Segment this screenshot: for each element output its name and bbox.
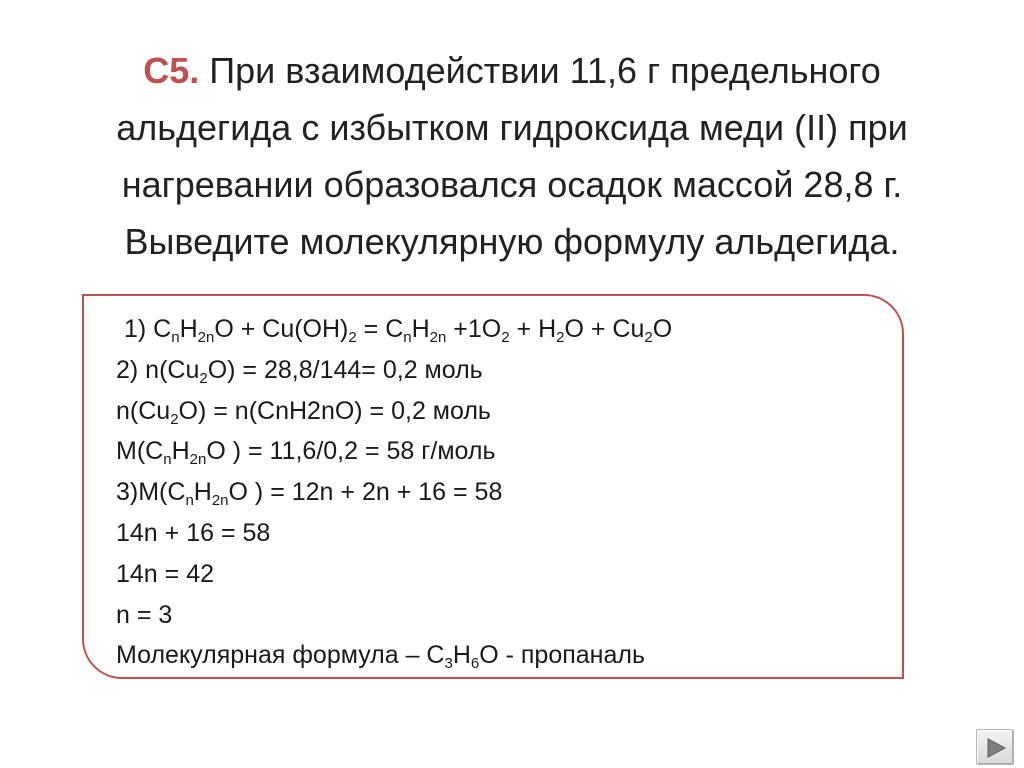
- problem-text-1: При взаимодействии 11,6 г предельного: [199, 50, 881, 91]
- formula-text: n = 3: [116, 600, 173, 629]
- subscript: 2: [348, 329, 357, 346]
- subscript: 2n: [189, 451, 207, 469]
- problem-line-3: нагревании образовался осадок массой 28,8 г.: [121, 164, 903, 205]
- solution-line-8: [116, 595, 896, 636]
- subscript: 6: [470, 655, 480, 673]
- subscript: 2: [170, 410, 179, 428]
- formula-text: + H: [509, 315, 557, 343]
- solution-lines: [116, 309, 896, 676]
- subscript: n: [163, 451, 172, 469]
- formula-text: O ) = 12n + 2n + 16 = 58: [228, 478, 503, 507]
- formula-text: 14n + 16 = 58: [116, 518, 271, 547]
- formula-text: O - пропаналь: [479, 641, 646, 670]
- formula-text: O + Cu: [564, 315, 645, 343]
- formula-text: H: [411, 315, 430, 343]
- subscript: 2n: [197, 329, 215, 346]
- formula-text: 2) n(Cu: [116, 355, 200, 384]
- next-slide-button[interactable]: [976, 729, 1014, 765]
- solution-line-3: [116, 391, 896, 432]
- subscript: n: [185, 492, 194, 510]
- problem-line-2: альдегида с избытком гидроксида меди (II) при: [116, 107, 908, 148]
- problem-line-4: Выведите молекулярную формулу альдегида.: [124, 221, 900, 262]
- formula-text: n(Cu: [116, 396, 171, 425]
- problem-statement: [22, 42, 1002, 270]
- formula-text: 14n = 42: [116, 559, 215, 588]
- formula-text: 1) C: [124, 315, 172, 343]
- formula-text: O) = 28,8/144= 0,2 моль: [207, 355, 483, 384]
- subscript: 2n: [211, 492, 229, 510]
- formula-text: H: [452, 641, 471, 670]
- formula-text: 3)M(C: [116, 478, 186, 507]
- formula-text: H: [179, 315, 198, 343]
- problem-label: С5.: [143, 50, 200, 91]
- subscript: 2: [644, 329, 653, 346]
- subscript: 2: [556, 329, 565, 346]
- subscript: n: [171, 329, 180, 346]
- formula-text: O + Cu(OH): [214, 315, 349, 343]
- play-arrow-icon: [985, 737, 1007, 759]
- formula-text: O ) = 11,6/0,2 = 58 г/моль: [206, 437, 496, 466]
- formula-text: Молекулярная формула – C: [116, 641, 445, 670]
- formula-text: H: [193, 478, 212, 507]
- formula-text: = C: [356, 315, 404, 343]
- solution-line-6: [116, 513, 896, 554]
- formula-text: M(C: [116, 437, 164, 466]
- formula-text: O: [652, 315, 673, 343]
- formula-text: H: [171, 437, 190, 466]
- solution-line-1: [116, 309, 896, 350]
- formula-text: O) = n(CnH2nO) = 0,2 моль: [178, 396, 491, 425]
- subscript: 2: [501, 329, 510, 346]
- subscript: 3: [444, 655, 453, 673]
- problem-line-1: [22, 42, 1002, 99]
- subscript: n: [403, 329, 412, 346]
- solution-line-5: [116, 472, 896, 513]
- subscript: 2: [199, 369, 208, 387]
- solution-line-7: [116, 554, 896, 595]
- subscript: 2n: [429, 329, 447, 346]
- solution-line-4: [116, 431, 896, 472]
- solution-line-9: [116, 635, 896, 676]
- solution-line-2: [116, 350, 896, 391]
- formula-text: +1O: [446, 315, 502, 343]
